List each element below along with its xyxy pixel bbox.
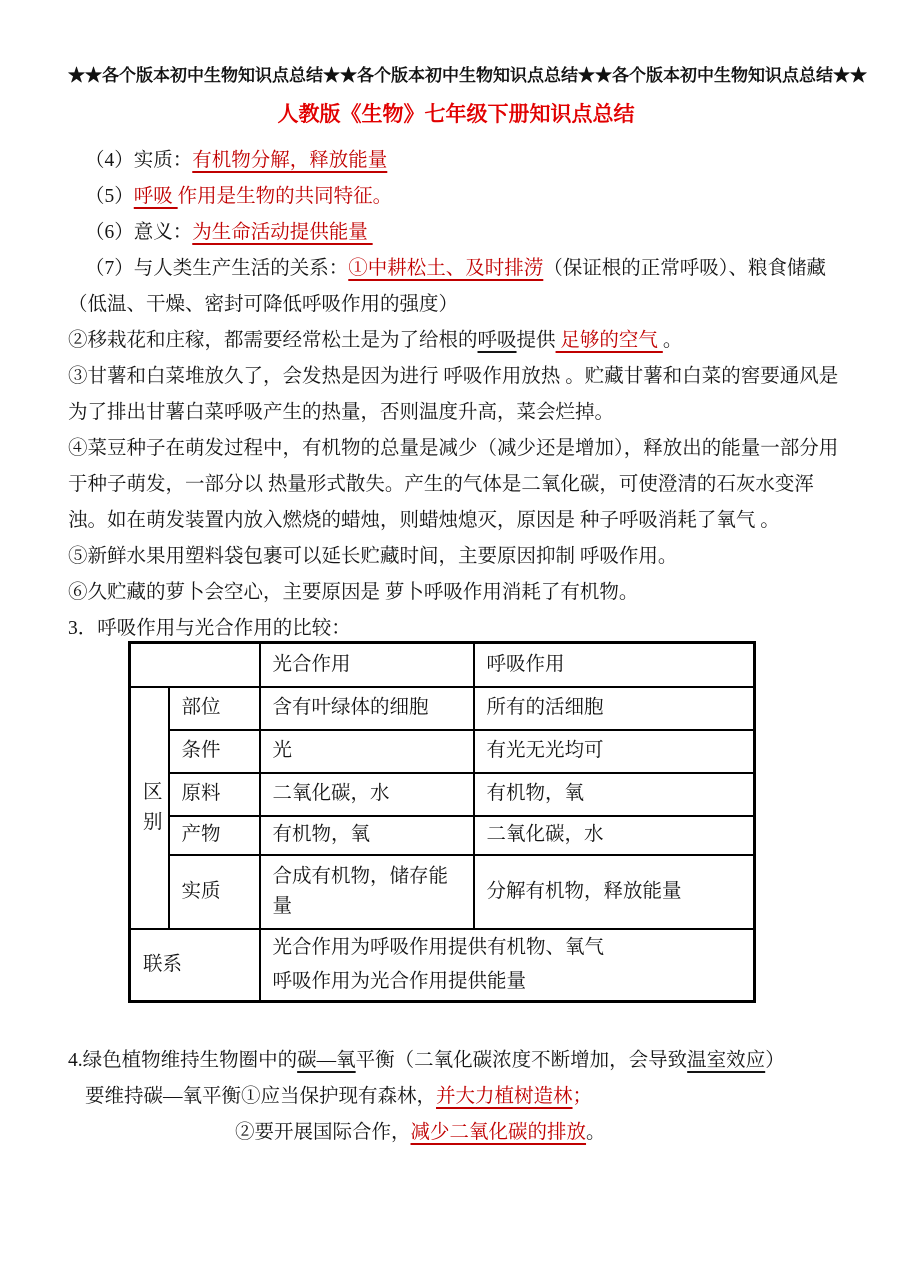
- text-segment: （6）意义：: [85, 222, 193, 243]
- table-cell: 二氧化碳，水: [474, 816, 755, 855]
- paragraph-note-3: [68, 359, 844, 431]
- paragraph-item-6: [68, 215, 844, 251]
- table-cell: 有机物，氧: [260, 816, 474, 855]
- relation-line: 呼吸作用为光合作用提供能量: [272, 970, 527, 992]
- table-header-row: [130, 643, 755, 687]
- paragraph-carbon-2: [68, 1115, 844, 1151]
- paragraph-item-5: [68, 179, 844, 215]
- text-segment: 要维持碳—氧平衡①应当保护现有森林，: [85, 1086, 437, 1107]
- paragraph-note-5: [68, 539, 844, 575]
- doc-title: 人教版《生物》七年级下册知识点总结: [277, 103, 635, 126]
- text-segment: （7）与人类生产生活的关系：: [85, 258, 349, 279]
- text-segment: ③甘薯和白菜堆放久了，会发热是因为进行 呼吸作用放热 。贮藏甘薯和白菜的窖要通风是为了排出甘薯白菜呼吸产生的热量，否则温度升高，菜会烂掉。: [68, 366, 839, 423]
- text-segment: 减少二氧化碳的排放: [410, 1122, 587, 1143]
- table-cell: 分解有机物，释放能量: [474, 855, 755, 929]
- text-segment: 。: [586, 1122, 606, 1143]
- document-body: [68, 143, 844, 647]
- table-header-photosynthesis: 光合作用: [260, 643, 474, 687]
- table-row-label: 实质: [169, 855, 260, 929]
- table-row: [130, 730, 755, 773]
- table-cell: 有光无光均可: [474, 730, 755, 773]
- comparison-table: [128, 641, 756, 1003]
- table-row-label: 部位: [169, 687, 260, 730]
- text-segment: 呼吸: [477, 330, 517, 351]
- text-segment: ⑤新鲜水果用塑料袋包裹可以延长贮藏时间，主要原因抑制 呼吸作用。: [68, 546, 678, 567]
- relation-line: 光合作用为呼吸作用提供有机物、氧气: [272, 936, 605, 958]
- table-row-label: 产物: [169, 816, 260, 855]
- text-segment: 温室效应: [687, 1050, 766, 1071]
- table-group-label: 区别: [130, 687, 169, 929]
- table-row: [130, 687, 755, 730]
- table-header-respiration: 呼吸作用: [474, 643, 755, 687]
- text-segment: （5）: [85, 186, 134, 207]
- text-segment: ②要开展国际合作，: [235, 1122, 411, 1143]
- table-cell: 有机物，氧: [474, 773, 755, 816]
- table-relation-content: [260, 929, 755, 1002]
- text-segment: 有机物分解，释放能量: [192, 150, 388, 171]
- table-cell: 二氧化碳，水: [260, 773, 474, 816]
- paragraph-item-4: [68, 143, 844, 179]
- table-header-empty-cell: [130, 643, 260, 687]
- section-4-heading: [68, 1043, 844, 1079]
- paragraph-carbon-1: [68, 1079, 844, 1115]
- table-row-label: 条件: [169, 730, 260, 773]
- carbon-oxygen-section: [68, 1043, 844, 1151]
- star-header-line: ★★各个版本初中生物知识点总结★★各个版本初中生物知识点总结★★各个版本初中生物知识点总结★★: [68, 66, 867, 85]
- text-segment: ②移栽花和庄稼，都需要经常松土是为了给根的: [68, 330, 478, 351]
- text-segment: 并大力植树造林: [436, 1086, 573, 1107]
- text-segment: ①中耕松土、及时排涝: [348, 258, 544, 279]
- paragraph-item-7: [68, 251, 844, 323]
- table-row: [130, 855, 755, 929]
- text-segment: 。: [662, 330, 683, 351]
- paragraph-note-4: [68, 431, 844, 539]
- table-cell: 合成有机物，储存能量: [260, 855, 474, 929]
- table-cell: 光: [260, 730, 474, 773]
- text-segment: ④菜豆种子在萌发过程中，有机物的总量是减少（减少还是增加），释放出的能量一部分用于种子萌发，一部分以 热量形式散失。产生的气体是二氧化碳，可使澄清的石灰水变浑浊。如在萌发装置内放入燃烧的蜡烛，则蜡烛熄灭，原因是 种子呼吸消耗了氧气 。: [68, 438, 839, 531]
- text-segment: 碳—氧: [297, 1050, 356, 1071]
- text-segment: 平衡（二氧化碳浓度不断增加，会导致: [355, 1050, 688, 1071]
- text-segment: 3．呼吸作用与光合作用的比较：: [68, 618, 351, 639]
- table-cell: 所有的活细胞: [474, 687, 755, 730]
- text-segment: （保证根的正常呼吸）、粮食储藏（低温、干燥、密封可降低呼吸作用的强度）: [68, 258, 827, 315]
- text-segment: ⑥久贮藏的萝卜会空心，主要原因是 萝卜呼吸作用消耗了有机物。: [68, 582, 639, 603]
- paragraph-note-2: [68, 323, 844, 359]
- table-row: [130, 816, 755, 855]
- table-relation-label: 联系: [130, 929, 260, 1002]
- paragraph-note-6: [68, 575, 844, 611]
- table-row: [130, 773, 755, 816]
- text-segment: （4）实质：: [85, 150, 193, 171]
- text-segment: 呼吸: [133, 186, 178, 207]
- text-segment: 足够的空气: [555, 330, 663, 351]
- table-row-label: 原料: [169, 773, 260, 816]
- text-segment: ；: [572, 1086, 593, 1107]
- table-cell: 含有叶绿体的细胞: [260, 687, 474, 730]
- text-segment: ）: [765, 1050, 785, 1071]
- text-segment: 为生命活动提供能量: [192, 222, 373, 243]
- text-segment: 提供: [516, 330, 556, 351]
- text-segment: 作用是生物的共同特征。: [177, 186, 393, 207]
- table-relation-row: [130, 929, 755, 1002]
- text-segment: 4.绿色植物维持生物圈中的: [68, 1050, 298, 1071]
